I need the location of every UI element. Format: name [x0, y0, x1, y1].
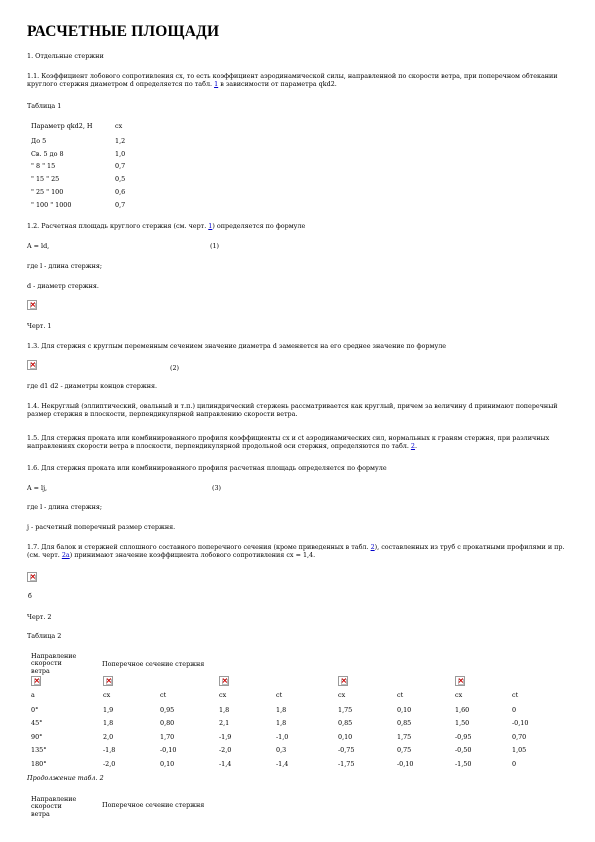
coefficient-cell: 0,10 — [160, 759, 175, 768]
coefficient-header: ct — [276, 691, 283, 699]
definition-l: где l - длина стержня; — [27, 503, 103, 511]
coefficient-header: cx — [219, 691, 227, 699]
paragraph-1-5 — [27, 434, 567, 450]
coefficient-cell: -0,95 — [455, 732, 472, 741]
section-heading: 1. Отдельные стержни — [27, 52, 104, 60]
formula-1: A = ld, — [27, 242, 50, 250]
paragraph-text: . — [415, 442, 418, 450]
coefficient-cell: 1,8 — [276, 719, 287, 728]
coefficient-cell: 0,85 — [338, 719, 353, 728]
table-1-cell: 0,6 — [115, 188, 126, 196]
table-1-caption: Таблица 1 — [27, 102, 62, 110]
table-1-cell: 0,7 — [115, 162, 126, 170]
formula-2-number: (2) — [170, 364, 180, 372]
paragraph-text: 1.5. Для стержня проката или комбинированного профиля коэффициенты cx и ct аэродинамических сил, нормальных к граням стержня, при различных направлениях скорости ветра в плоскости, перпендикулярной продольной оси стержня, определяются по табл. — [27, 434, 550, 450]
coefficient-cell: 1,9 — [103, 706, 114, 714]
coefficient-header: ct — [160, 691, 167, 699]
table-2-section-header: Поперечное сечение стержня — [102, 801, 205, 809]
paragraph-text: 1.7. Для балок и стержней сплошного составного поперечного сечения (кроме приведенных в табл. — [27, 543, 371, 551]
figure-1-link[interactable]: 1 — [208, 222, 213, 230]
coefficient-cell: 0,10 — [338, 732, 353, 741]
coefficient-cell: 0,95 — [160, 706, 175, 714]
coefficient-header: cx — [338, 691, 346, 699]
coefficient-cell: -2,0 — [103, 759, 116, 768]
figure-2-letter: б — [28, 592, 32, 600]
table-1-cell: " 100 " 1000 — [31, 201, 72, 209]
coefficient-cell: -0,75 — [338, 746, 355, 755]
direction-angle-cell: 180° — [31, 759, 47, 768]
table-2-direction-header: Направление скорости ветра — [31, 652, 77, 675]
coefficient-header: cx — [455, 691, 463, 699]
paragraph-1-3: 1.3. Для стержня с круглым переменным сечением значение диаметра d заменяется на его среднее значение по формуле — [27, 342, 447, 350]
table-1-cell: " 8 " 15 — [31, 162, 56, 170]
paragraph-text: 1.2. Расчетная площадь круглого стержня (см. черт. — [27, 222, 209, 230]
broken-image-icon: × — [27, 360, 37, 370]
direction-angle-cell: 90° — [31, 732, 43, 741]
formula-3-number: (3) — [212, 484, 222, 492]
table-2-section-header: Поперечное сечение стержня — [102, 660, 205, 668]
coefficient-cell: 1,75 — [397, 732, 412, 741]
coefficient-cell: 1,75 — [338, 706, 353, 714]
coefficient-cell: 0,10 — [397, 706, 412, 714]
broken-image-icon: × — [27, 572, 37, 582]
table-1-cell: 1,2 — [115, 137, 126, 145]
paragraph-text: ), составленных из труб с прокатными профилями и пр. (см. черт. — [27, 543, 565, 559]
figure-1-caption: Черт. 1 — [27, 322, 52, 330]
broken-image-icon: × — [31, 676, 41, 686]
coefficient-cell: -0,10 — [512, 719, 529, 728]
coefficient-cell: 1,8 — [103, 719, 114, 728]
paragraph-text: в зависимости от параметра qkd2. — [218, 80, 337, 88]
paragraph-text: ) определяется по формуле — [212, 222, 306, 230]
figure-2-caption: Черт. 2 — [27, 613, 52, 621]
coefficient-cell: -0,10 — [397, 759, 414, 768]
coefficient-cell: -1,75 — [338, 759, 355, 768]
direction-angle-cell: 45° — [31, 719, 43, 728]
coefficient-cell: 1,60 — [455, 706, 470, 714]
definition-j: j - расчетный поперечный размер стержня. — [27, 523, 176, 531]
table-1-cell: 1,0 — [115, 150, 126, 158]
broken-image-icon: × — [219, 676, 229, 686]
coefficient-cell: -0,10 — [160, 746, 177, 755]
paragraph-text: ) принимают значение коэффициента лобового сопротивления cx = 1,4. — [69, 551, 316, 559]
paragraph-1-2 — [27, 222, 567, 230]
definition-d1-d2: где d1 d2 - диаметры концов стержня. — [27, 382, 158, 390]
table-2-continuation: Продолжение табл. 2 — [27, 774, 104, 782]
table-2-direction-header: Направление скорости ветра — [31, 795, 77, 818]
definition-l: где l - длина стержня; — [27, 262, 103, 270]
coefficient-cell: 0,70 — [512, 732, 527, 741]
table-1-cell: 0,7 — [115, 201, 126, 209]
coefficient-header: ct — [397, 691, 404, 699]
figure-2a-link[interactable]: 2а — [61, 551, 70, 559]
table-2-caption: Таблица 2 — [27, 632, 62, 640]
coefficient-cell: 1,50 — [455, 719, 470, 728]
coefficient-cell: 0,3 — [276, 746, 287, 755]
direction-angle-cell: 0° — [31, 706, 39, 714]
coefficient-cell: -0,50 — [455, 746, 472, 755]
coefficient-cell: 1,8 — [219, 706, 230, 714]
coefficient-cell: 0,75 — [397, 746, 412, 755]
coefficient-cell: 1,70 — [160, 732, 175, 741]
broken-image-icon: × — [103, 676, 113, 686]
coefficient-cell: 2,1 — [219, 719, 230, 728]
coefficient-cell: -1,9 — [219, 732, 232, 741]
paragraph-1-1 — [27, 72, 567, 88]
table-1-link[interactable]: 1 — [214, 80, 219, 88]
table-2-link[interactable]: 2 — [410, 442, 415, 450]
broken-image-icon: × — [27, 300, 37, 310]
coefficient-cell: 0 — [512, 706, 517, 714]
coefficient-cell: -1,50 — [455, 759, 472, 768]
coefficient-header: ct — [512, 691, 519, 699]
table-1-cell: Св. 5 до 8 — [31, 150, 64, 158]
paragraph-1-6: 1.6. Для стержня проката или комбинированного профиля расчетная площадь определяется по формуле — [27, 464, 387, 472]
broken-image-icon: × — [455, 676, 465, 686]
paragraph-1-4: 1.4. Некруглый (эллиптический, овальный и т.п.) цилиндрический стержень рассматривается как круглый, причем за величину d принимают поперечный размер стержня в плоскости, перпендикулярной направлению скорости ветра. — [27, 402, 558, 418]
table-1-cell: " 15 " 25 — [31, 175, 60, 183]
coefficient-cell: 0,85 — [397, 719, 412, 728]
formula-3: A = lj, — [27, 484, 48, 492]
coefficient-cell: -1,4 — [276, 759, 289, 768]
paragraph-text: 1.1. Коэффициент лобового сопротивления cx, то есть коэффициент аэродинамической силы, направленной по скорости ветра, при поперечном обтекании круглого стержня диаметром d определяется по табл. — [27, 72, 558, 88]
coefficient-cell: -1,8 — [103, 746, 116, 755]
coefficient-cell: 2,0 — [103, 732, 114, 741]
broken-image-icon: × — [338, 676, 348, 686]
table-1-cell: " 25 " 100 — [31, 188, 64, 196]
table-2-link[interactable]: 2 — [370, 543, 375, 551]
table-1-header-param: Параметр qkd2, Н — [31, 122, 93, 130]
direction-angle-cell: 135° — [31, 746, 47, 755]
coefficient-header: cx — [103, 691, 111, 699]
definition-d: d - диаметр стержня. — [27, 282, 99, 290]
table-1-cell: До 5 — [31, 137, 47, 145]
coefficient-cell: -1,0 — [276, 732, 289, 741]
page-title: РАСЧЕТНЫЕ ПЛОЩАДИ — [27, 23, 220, 40]
table-1-cell: 0,5 — [115, 175, 126, 183]
paragraph-1-7 — [27, 543, 567, 559]
coefficient-cell: 1,8 — [276, 706, 287, 714]
coefficient-cell: -1,4 — [219, 759, 232, 768]
coefficient-cell: 1,05 — [512, 746, 527, 755]
coefficient-cell: 0 — [512, 759, 517, 768]
formula-1-number: (1) — [210, 242, 220, 250]
table-1-header-cx: cx — [115, 122, 123, 130]
coefficient-cell: 0,80 — [160, 719, 175, 728]
coefficient-cell: -2,0 — [219, 746, 232, 755]
alpha-header: a — [31, 691, 35, 699]
